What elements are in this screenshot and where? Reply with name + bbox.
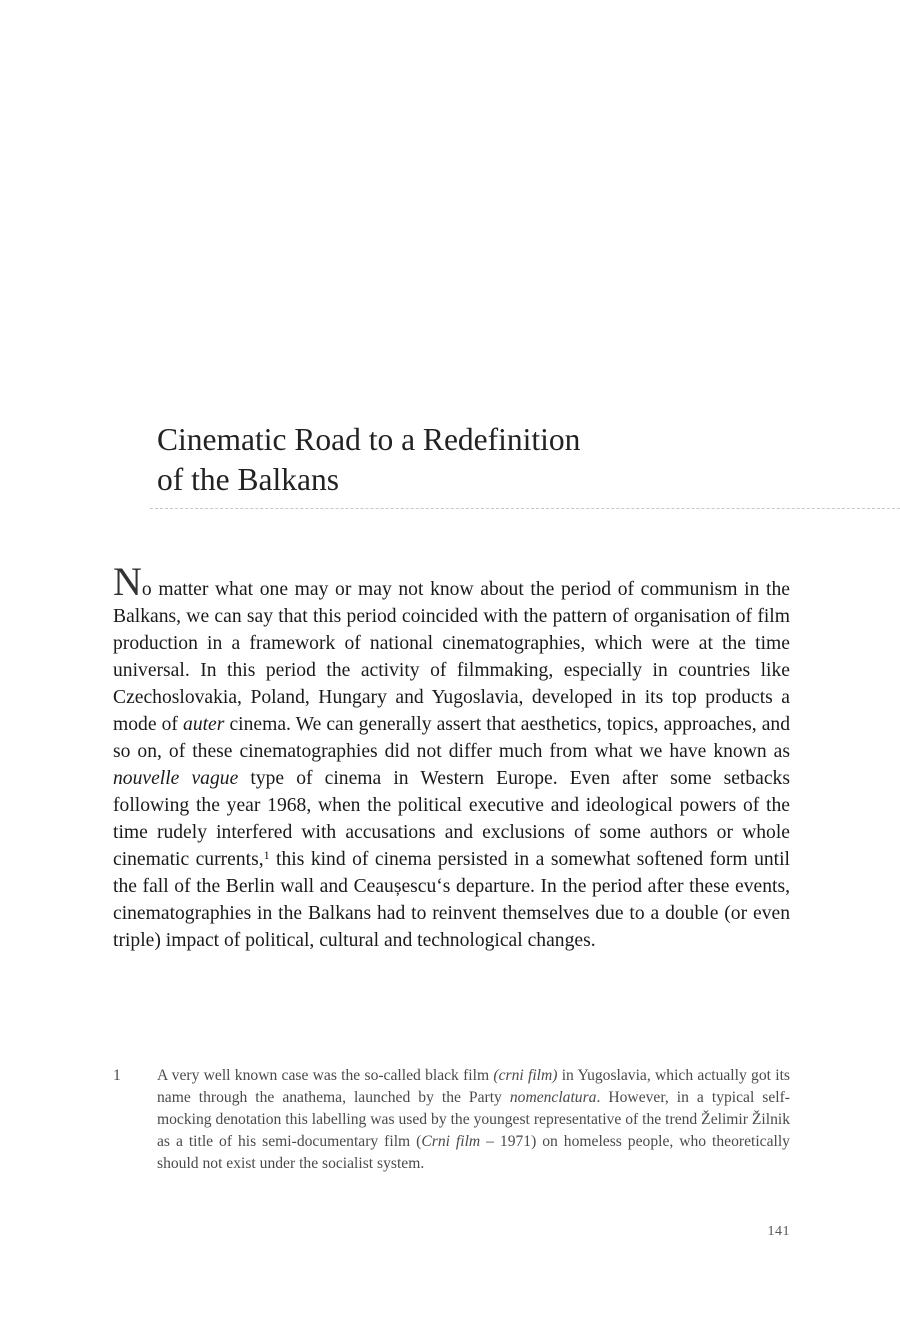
footnote-text-part-1: A very well known case was the so-called black film (157, 1067, 494, 1084)
body-text-part-4: this kind of cinema persisted in a somewhat softened form until the fall of the Berlin wall and Ceaușescu‘s departure. In the period after these events, cinematographies in the Balkans had to reinvent themselves due to a double (or even triple) impact of political, cultural and technological changes. (113, 849, 790, 951)
drop-initial: N (113, 559, 142, 604)
chapter-title-line-2: of the Balkans (157, 462, 339, 497)
footnote-italic-nomenclatura: nomenclatura (509, 1089, 597, 1106)
body-italic-auter: auter (183, 714, 225, 735)
body-paragraph (113, 559, 791, 954)
footnote-italic-film-title: Crni film (421, 1133, 481, 1150)
footnote-reference[interactable]: 1 (263, 848, 270, 862)
footnote-text-part-4: – 1971) on homeless people, who theoretically should not exist under the socialist system. (157, 1133, 790, 1172)
footnote-text (157, 1065, 790, 1175)
title-divider (150, 508, 900, 509)
chapter-title-line-1: Cinematic Road to a Redefinition (157, 422, 581, 457)
body-text-part-1: o matter what one may or may not know about the period of communism in the Balkans, we can say that this period coincided with the pattern of organisation of film production in a framework of national cinematographies, which were at the time universal. In this period the activity of filmmaking, especially in countries like Czechoslovakia, Poland, Hungary and Yugoslavia, developed in its top products a mode of (113, 579, 790, 735)
footnote-text-part-2: in Yugoslavia, which actually got its name through the anathema, launched by the Party (157, 1067, 790, 1106)
footnote-number: 1 (113, 1067, 121, 1084)
body-italic-nouvelle-vague: nouvelle vague (113, 768, 239, 789)
chapter-title (157, 420, 797, 500)
footnote-text-part-3: . However, in a typical self-mocking denotation this labelling was used by the youngest representative of the trend Želimir Žilnik as a title of his semi-documentary film ( (157, 1089, 790, 1150)
footnote-italic-crni-film: (crni film) (493, 1067, 558, 1084)
footnote (113, 1065, 790, 1175)
page-number: 141 (767, 1224, 790, 1239)
body-text-part-3: type of cinema in Western Europe. Even after some setbacks following the year 1968, when the political executive and ideological powers of the time rudely interfered with accusations and exclusions of some authors or whole cinematic currents, (113, 768, 790, 870)
body-text-part-2: cinema. We can generally assert that aesthetics, topics, approaches, and so on, of these cinematographies did not differ much from what we have known as (113, 714, 791, 762)
